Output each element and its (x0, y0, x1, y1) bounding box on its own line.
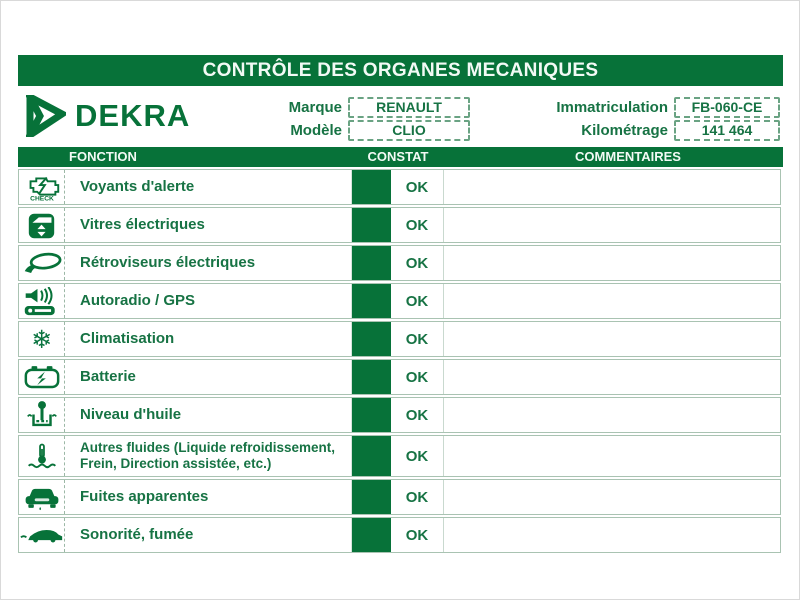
constat-value: OK (405, 216, 429, 234)
battery-icon (23, 364, 61, 390)
row-icon-cell (19, 284, 65, 318)
function-label: Autoradio / GPS (80, 292, 196, 310)
speaker-radio-icon (22, 287, 62, 316)
marque-value: RENAULT (348, 97, 470, 118)
function-label: Climatisation (80, 330, 175, 348)
constat-color-cell (351, 322, 391, 356)
constat-color-cell (351, 398, 391, 432)
table-row (18, 245, 781, 281)
table-row (18, 283, 781, 319)
table-body (18, 169, 781, 555)
constat-color-cell (351, 360, 391, 394)
dekra-arrow-icon (26, 95, 66, 137)
car-smoke-icon (20, 528, 64, 543)
table-row (18, 321, 781, 357)
constat-color-cell (351, 246, 391, 280)
table-row (18, 517, 781, 553)
header-constat: CONSTAT (367, 149, 429, 164)
comment-cell (443, 518, 780, 552)
constat-value: OK (405, 368, 429, 386)
function-label: Autres fluides (Liquide refroidissement, Frein, Direction assistée, etc.) (80, 440, 336, 471)
function-label: Sonorité, fumée (80, 526, 194, 544)
constat-color-cell (351, 208, 391, 242)
table-row (18, 397, 781, 433)
comment-cell (443, 208, 780, 242)
constat-value: OK (405, 330, 429, 348)
table-row (18, 207, 781, 243)
row-icon-cell (19, 246, 65, 280)
power-window-icon (27, 211, 56, 240)
constat-value: OK (405, 526, 429, 544)
immatriculation-label: Immatriculation (556, 99, 668, 116)
function-label: Voyants d'alerte (80, 178, 195, 196)
constat-color-cell (351, 284, 391, 318)
table-header (18, 147, 783, 167)
comment-cell (443, 436, 780, 476)
row-icon-cell (19, 480, 65, 514)
kilometrage-value: 141 464 (674, 120, 780, 141)
row-icon-cell (19, 436, 65, 476)
snowflake-icon: ❄ (31, 324, 52, 354)
constat-value: OK (405, 488, 429, 506)
constat-value: OK (405, 406, 429, 424)
constat-value: OK (405, 178, 429, 196)
function-label: Vitres électriques (80, 216, 205, 234)
check-engine-icon (21, 172, 63, 202)
comment-cell (443, 246, 780, 280)
table-row (18, 479, 781, 515)
function-label: Niveau d'huile (80, 406, 182, 424)
oil-level-icon (25, 400, 59, 430)
constat-color-cell (351, 436, 391, 476)
modele-value: CLIO (348, 120, 470, 141)
svg-text:CHECK: CHECK (29, 195, 54, 202)
constat-value: OK (405, 254, 429, 272)
table-row (18, 169, 781, 205)
side-mirror-icon (22, 251, 62, 275)
row-icon-cell (19, 170, 65, 204)
marque-label: Marque (288, 99, 342, 116)
page-title: CONTRÔLE DES ORGANES MECANIQUES (18, 55, 783, 86)
comment-cell (443, 360, 780, 394)
immatriculation-value: FB-060-CE (674, 97, 780, 118)
header-fonction: FONCTION (69, 149, 137, 164)
row-icon-cell (19, 322, 65, 356)
function-label: Fuites apparentes (80, 488, 209, 506)
function-label: Rétroviseurs électriques (80, 254, 256, 272)
dekra-logo (26, 95, 190, 137)
comment-cell (443, 480, 780, 514)
comment-cell (443, 170, 780, 204)
dekra-logo-text: DEKRA (75, 98, 191, 133)
kilometrage-label: Kilométrage (581, 122, 668, 139)
constat-color-cell (351, 170, 391, 204)
fluids-thermometer-icon (26, 442, 58, 471)
comment-cell (443, 398, 780, 432)
constat-value: OK (405, 292, 429, 310)
constat-value: OK (405, 447, 429, 465)
comment-cell (443, 284, 780, 318)
row-icon-cell (19, 518, 65, 552)
function-label: Batterie (80, 368, 136, 386)
car-leak-icon (22, 483, 62, 511)
modele-label: Modèle (290, 122, 342, 139)
row-icon-cell (19, 360, 65, 394)
header-commentaires: COMMENTAIRES (575, 149, 681, 164)
table-row (18, 359, 781, 395)
constat-color-cell (351, 480, 391, 514)
constat-color-cell (351, 518, 391, 552)
row-icon-cell (19, 208, 65, 242)
row-icon-cell (19, 398, 65, 432)
comment-cell (443, 322, 780, 356)
table-row (18, 435, 781, 477)
